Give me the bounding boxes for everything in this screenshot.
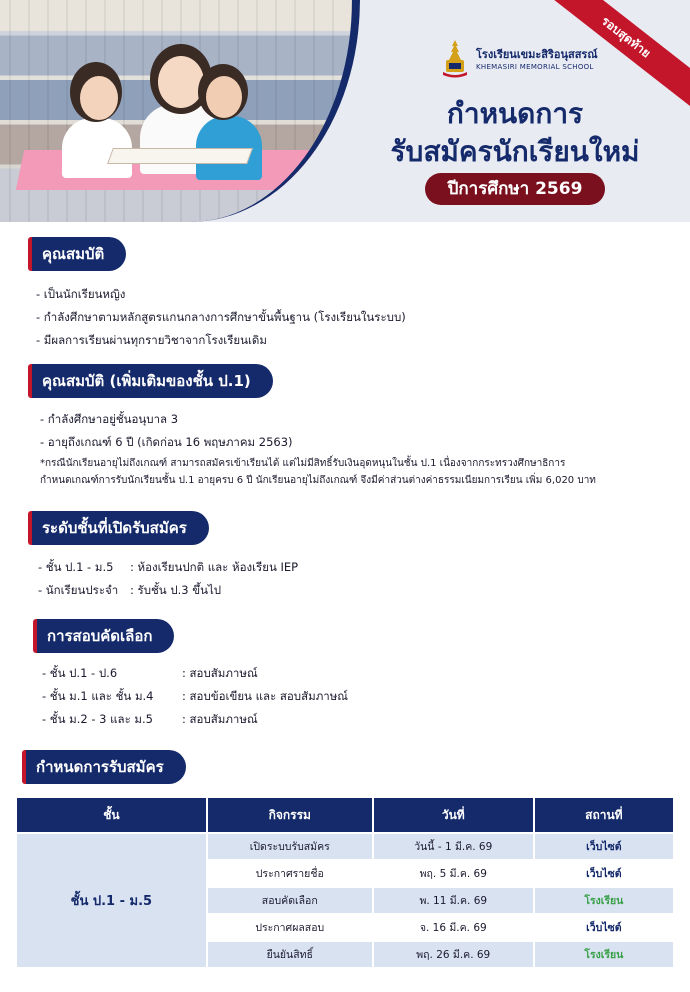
list-item: - กำลังศึกษาตามหลักสูตรแกนกลางการศึกษาขั้นพื้นฐาน (โรงเรียนในระบบ) (36, 310, 406, 324)
school-brand (440, 38, 598, 78)
final-round-ribbon: รอบสุดท้าย (538, 0, 690, 110)
list-item: - นักเรียนประจำ : รับชั้น ป.3 ขึ้นไป (38, 583, 222, 597)
activity-cell: ประกาศผลสอบ (208, 915, 372, 940)
activity-cell: ประกาศรายชื่อ (208, 861, 372, 886)
table-row (17, 834, 673, 859)
age-note-line-1: *กรณีนักเรียนอายุไม่ถึงเกณฑ์ สามารถสมัครเข้าเรียนได้ แต่ไม่มีสิทธิ์รับเงินอุดหนุนในชั้น ป.1 เนื่องจากกระทรวงศึกษาธิการ (40, 458, 566, 469)
school-name-english: KHEMASIRI MEMORIAL SCHOOL (476, 63, 594, 71)
place-cell: เว็บไซต์ (535, 861, 673, 886)
list-item: - ชั้น ม.1 และ ชั้น ม.4 : สอบข้อเขียน และ สอบสัมภาษณ์ (42, 689, 348, 703)
students-reading-photo (0, 0, 360, 222)
date-cell: พ. 11 มี.ค. 69 (374, 888, 533, 913)
place-cell: โรงเรียน (535, 888, 673, 913)
school-name-thai: โรงเรียนเขมะสิริอนุสสรณ์ (476, 48, 598, 61)
age-note (40, 455, 596, 489)
qualifications-list (36, 283, 406, 352)
level-cell: ชั้น ป.1 - ม.5 (17, 834, 206, 967)
list-item: - ชั้น ม.2 - 3 และ ม.5 : สอบสัมภาษณ์ (42, 712, 258, 726)
list-item: - กำลังศึกษาอยู่ชั้นอนุบาล 3 (40, 412, 179, 426)
place-cell: โรงเรียน (535, 942, 673, 967)
list-item: - เป็นนักเรียนหญิง (36, 287, 126, 301)
activity-cell: ยืนยันสิทธิ์ (208, 942, 372, 967)
column-header-date: วันที่ (374, 798, 533, 832)
list-item: - มีผลการเรียนผ่านทุกรายวิชาจากโรงเรียนเดิม (36, 333, 267, 347)
p1-qualifications-list (40, 408, 293, 454)
column-header-level: ชั้น (17, 798, 206, 832)
column-header-place: สถานที่ (535, 798, 673, 832)
open-book (107, 148, 253, 164)
place-cell: เว็บไซต์ (535, 915, 673, 940)
levels-list (38, 556, 298, 602)
academic-year-badge: ปีการศึกษา 2569 (425, 173, 605, 205)
column-header-activity: กิจกรรม (208, 798, 372, 832)
place-cell: เว็บไซต์ (535, 834, 673, 859)
list-item: - ชั้น ป.1 - ป.6 : สอบสัมภาษณ์ (42, 666, 258, 680)
title-line-2: รับสมัครนักเรียนใหม่ (390, 135, 640, 168)
activity-cell: สอบคัดเลือก (208, 888, 372, 913)
table-header-row (17, 798, 673, 832)
date-cell: วันนี้ - 1 มี.ค. 69 (374, 834, 533, 859)
title-line-1: กำหนดการ (446, 97, 584, 130)
list-item: - อายุถึงเกณฑ์ 6 ปี (เกิดก่อน 16 พฤษภาคม 2563) (40, 435, 293, 449)
school-crest-icon (440, 38, 470, 78)
schedule-table (15, 796, 675, 969)
poster-header (0, 0, 690, 222)
date-cell: พฤ. 5 มี.ค. 69 (374, 861, 533, 886)
date-cell: จ. 16 มี.ค. 69 (374, 915, 533, 940)
date-cell: พฤ. 26 มี.ค. 69 (374, 942, 533, 967)
list-item: - ชั้น ป.1 - ม.5 : ห้องเรียนปกติ และ ห้องเรียน IEP (38, 560, 299, 574)
age-note-line-2: กำหนดเกณฑ์การรับนักเรียนชั้น ป.1 อายุครบ 6 ปี นักเรียนอายุไม่ถึงเกณฑ์ จึงมีค่าส่วนต่างค่าธรรมเนียมการเรียน เพิ่ม 6,020 บาท (40, 475, 596, 486)
selection-list (42, 662, 348, 731)
activity-cell: เปิดระบบรับสมัคร (208, 834, 372, 859)
